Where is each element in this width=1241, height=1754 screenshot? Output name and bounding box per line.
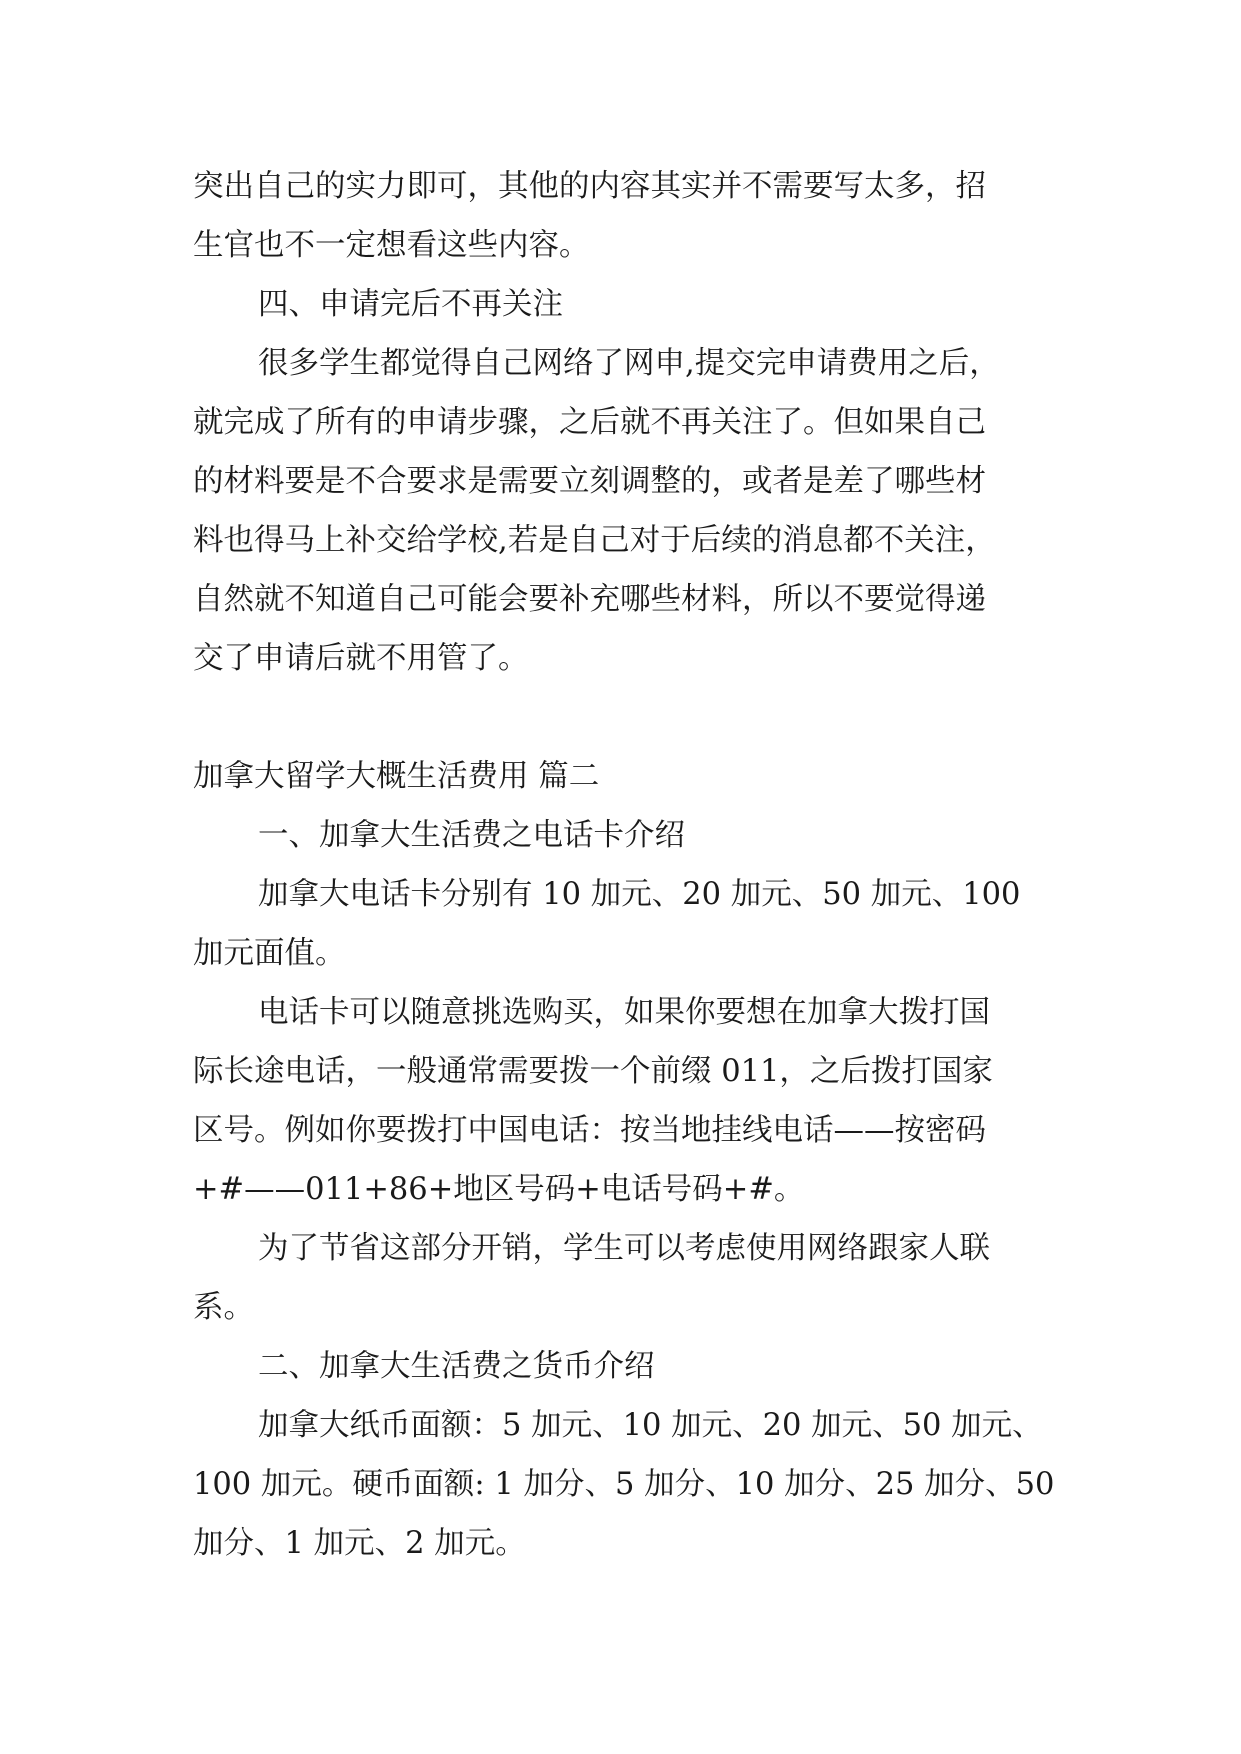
- body-text-line: 际长途电话，一般通常需要拨一个前缀 011，之后拨打国家: [193, 1054, 993, 1089]
- paragraph-start-line: 很多学生都觉得自己网络了网申,提交完申请费用之后，: [258, 346, 1000, 381]
- body-text-line: +#——011+86+地区号码+电话号码+#。: [193, 1172, 805, 1207]
- body-text-line: 突出自己的实力即可，其他的内容其实并不需要写太多，招: [193, 169, 986, 204]
- body-text-line: 区号。例如你要拨打中国电话：按当地挂线电话——按密码: [193, 1113, 986, 1148]
- paragraph-start-line: 为了节省这部分开销，学生可以考虑使用网络跟家人联: [258, 1231, 990, 1266]
- body-text-line: 加元面值。: [193, 936, 346, 971]
- part-title: 加拿大留学大概生活费用 篇二: [193, 759, 600, 794]
- section-heading: 四、申请完后不再关注: [258, 287, 563, 322]
- body-text-line: 100 加元。硬币面额: 1 加分、5 加分、10 加分、25 加分、50: [193, 1467, 1055, 1502]
- paragraph-start-line: 加拿大电话卡分别有 10 加元、20 加元、50 加元、100: [258, 877, 1021, 912]
- section-heading: 一、加拿大生活费之电话卡介绍: [258, 818, 685, 853]
- body-text-line: 料也得马上补交给学校,若是自己对于后续的消息都不关注，: [193, 523, 996, 558]
- body-text-line: 交了申请后就不用管了。: [193, 641, 529, 676]
- body-text-line: 的材料要是不合要求是需要立刻调整的，或者是差了哪些材: [193, 464, 986, 499]
- body-text-line: 就完成了所有的申请步骤，之后就不再关注了。但如果自己: [193, 405, 986, 440]
- body-text-line: 加分、1 加元、2 加元。: [193, 1526, 526, 1561]
- body-text-line: 自然就不知道自己可能会要补充哪些材料，所以不要觉得递: [193, 582, 986, 617]
- body-text-line: 系。: [193, 1290, 254, 1325]
- paragraph-start-line: 加拿大纸币面额：5 加元、10 加元、20 加元、50 加元、: [258, 1408, 1043, 1443]
- paragraph-start-line: 电话卡可以随意挑选购买，如果你要想在加拿大拨打国: [258, 995, 990, 1030]
- section-heading: 二、加拿大生活费之货币介绍: [258, 1349, 655, 1384]
- body-text-line: 生官也不一定想看这些内容。: [193, 228, 590, 263]
